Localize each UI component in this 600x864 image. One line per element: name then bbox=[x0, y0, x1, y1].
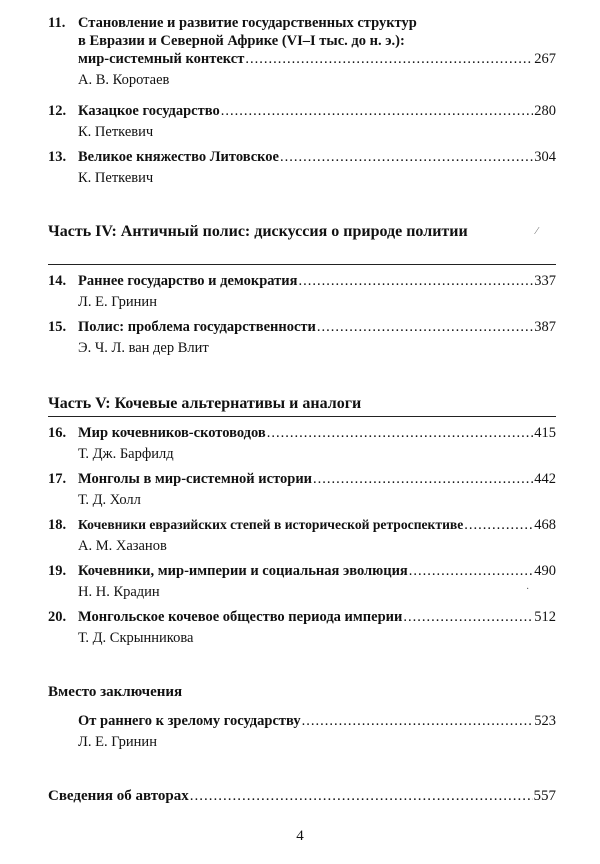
entry-title-row bbox=[48, 788, 556, 805]
entry-title: Монгольское кочевое общество периода империи bbox=[78, 609, 403, 625]
entry-title-row bbox=[78, 318, 556, 336]
entry-number: 15. bbox=[48, 319, 67, 335]
entry-title: Мир кочевников-скотоводов bbox=[78, 425, 266, 441]
entry-number: 13. bbox=[48, 149, 67, 165]
conclusion-heading: Вместо заключения bbox=[48, 684, 183, 700]
entry-title: Сведения об авторах bbox=[48, 788, 189, 804]
dot-leader bbox=[190, 788, 533, 805]
entry-title: Кочевники, мир-империи и социальная эволюция bbox=[78, 563, 408, 579]
entry-page: 442 bbox=[534, 471, 556, 487]
entry-title-line: в Евразии и Северной Африке (VI–I тыс. до н. э.): bbox=[78, 33, 405, 49]
entry-title: Полис: проблема государственности bbox=[78, 319, 316, 335]
entry-author: А. В. Коротаев bbox=[78, 72, 170, 88]
toc-entry-11 bbox=[48, 14, 556, 89]
dot-leader bbox=[280, 148, 533, 166]
entry-number: 11. bbox=[48, 15, 66, 31]
stray-mark: ⁄ bbox=[536, 226, 538, 237]
entry-author: Т. Д. Холл bbox=[78, 492, 141, 508]
part-4-rule bbox=[48, 264, 556, 265]
entry-page: 337 bbox=[534, 273, 556, 289]
toc-entry-15 bbox=[48, 318, 556, 357]
entry-page: 415 bbox=[534, 425, 556, 441]
entry-author: Т. Дж. Барфилд bbox=[78, 446, 174, 462]
entry-title-row bbox=[78, 470, 556, 488]
entry-title-row bbox=[78, 608, 556, 626]
dot-leader bbox=[267, 424, 534, 442]
dot-leader bbox=[313, 470, 533, 488]
entry-number: 19. bbox=[48, 563, 67, 579]
entry-title: От раннего к зрелому государству bbox=[78, 713, 301, 729]
entry-author: Т. Д. Скрынникова bbox=[78, 630, 194, 646]
entry-title-line: Становление и развитие государственных структур bbox=[78, 15, 417, 31]
entry-page: 387 bbox=[534, 319, 556, 335]
toc-entry-16 bbox=[48, 424, 556, 463]
entry-title: Великое княжество Литовское bbox=[78, 149, 279, 165]
toc-entry-18 bbox=[48, 516, 556, 555]
entry-title: мир-системный контекст bbox=[78, 51, 245, 67]
entry-page: 523 bbox=[534, 713, 556, 729]
entry-number: 18. bbox=[48, 517, 67, 533]
entry-number: 20. bbox=[48, 609, 67, 625]
toc-entry-17 bbox=[48, 470, 556, 509]
entry-author: К. Петкевич bbox=[78, 170, 154, 186]
entry-author: Э. Ч. Л. ван дер Влит bbox=[78, 340, 209, 356]
toc-entry-13 bbox=[48, 148, 556, 187]
entry-title-row bbox=[78, 424, 556, 442]
entry-author: Н. Н. Крадин bbox=[78, 584, 160, 600]
entry-title-row bbox=[78, 562, 556, 580]
entry-title-row bbox=[78, 516, 556, 534]
dot-leader bbox=[317, 318, 533, 336]
entry-author: К. Петкевич bbox=[78, 124, 154, 140]
entry-page: 267 bbox=[534, 51, 556, 67]
toc-entry-14 bbox=[48, 272, 556, 311]
entry-page: 490 bbox=[534, 563, 556, 579]
dot-leader bbox=[245, 50, 533, 68]
part-5-heading: Часть V: Кочевые альтернативы и аналоги bbox=[48, 395, 362, 412]
toc-entry-12 bbox=[48, 102, 556, 141]
dot-leader bbox=[409, 562, 533, 580]
entry-page: 304 bbox=[534, 149, 556, 165]
entry-page: 557 bbox=[533, 788, 556, 804]
part-4-heading: Часть IV: Античный полис: дискуссия о природе политии bbox=[48, 223, 468, 240]
entry-page: 280 bbox=[534, 103, 556, 119]
entry-page: 468 bbox=[534, 517, 556, 533]
page-number: 4 bbox=[296, 828, 304, 844]
entry-title-row bbox=[78, 712, 556, 730]
dot-leader bbox=[302, 712, 534, 730]
entry-number: 12. bbox=[48, 103, 67, 119]
entry-title: Раннее государство и демократия bbox=[78, 273, 298, 289]
entry-title-row bbox=[78, 50, 556, 68]
entry-author: А. М. Хазанов bbox=[78, 538, 167, 554]
toc-entry-19 bbox=[48, 562, 556, 601]
entry-title-row bbox=[78, 272, 556, 290]
entry-author: Л. Е. Гринин bbox=[78, 294, 157, 310]
entry-number: 17. bbox=[48, 471, 67, 487]
dot-leader bbox=[464, 516, 533, 534]
entry-title: Кочевники евразийских степей в исторической ретроспективе bbox=[78, 517, 464, 532]
dot-leader bbox=[221, 102, 534, 120]
entry-title: Казацкое государство bbox=[78, 103, 220, 119]
entry-title-row bbox=[78, 102, 556, 120]
dot-leader bbox=[298, 272, 533, 290]
entry-number: 16. bbox=[48, 425, 67, 441]
entry-title-row bbox=[78, 148, 556, 166]
part-5-rule bbox=[48, 416, 556, 417]
toc-entry-authors bbox=[48, 788, 556, 805]
entry-number: 14. bbox=[48, 273, 67, 289]
toc-entry-conclusion bbox=[48, 712, 556, 751]
entry-title: Монголы в мир-системной истории bbox=[78, 471, 313, 487]
entry-page: 512 bbox=[534, 609, 556, 625]
dot-leader bbox=[403, 608, 533, 626]
stray-mark: · bbox=[526, 584, 530, 595]
entry-author: Л. Е. Гринин bbox=[78, 734, 157, 750]
toc-entry-20 bbox=[48, 608, 556, 647]
